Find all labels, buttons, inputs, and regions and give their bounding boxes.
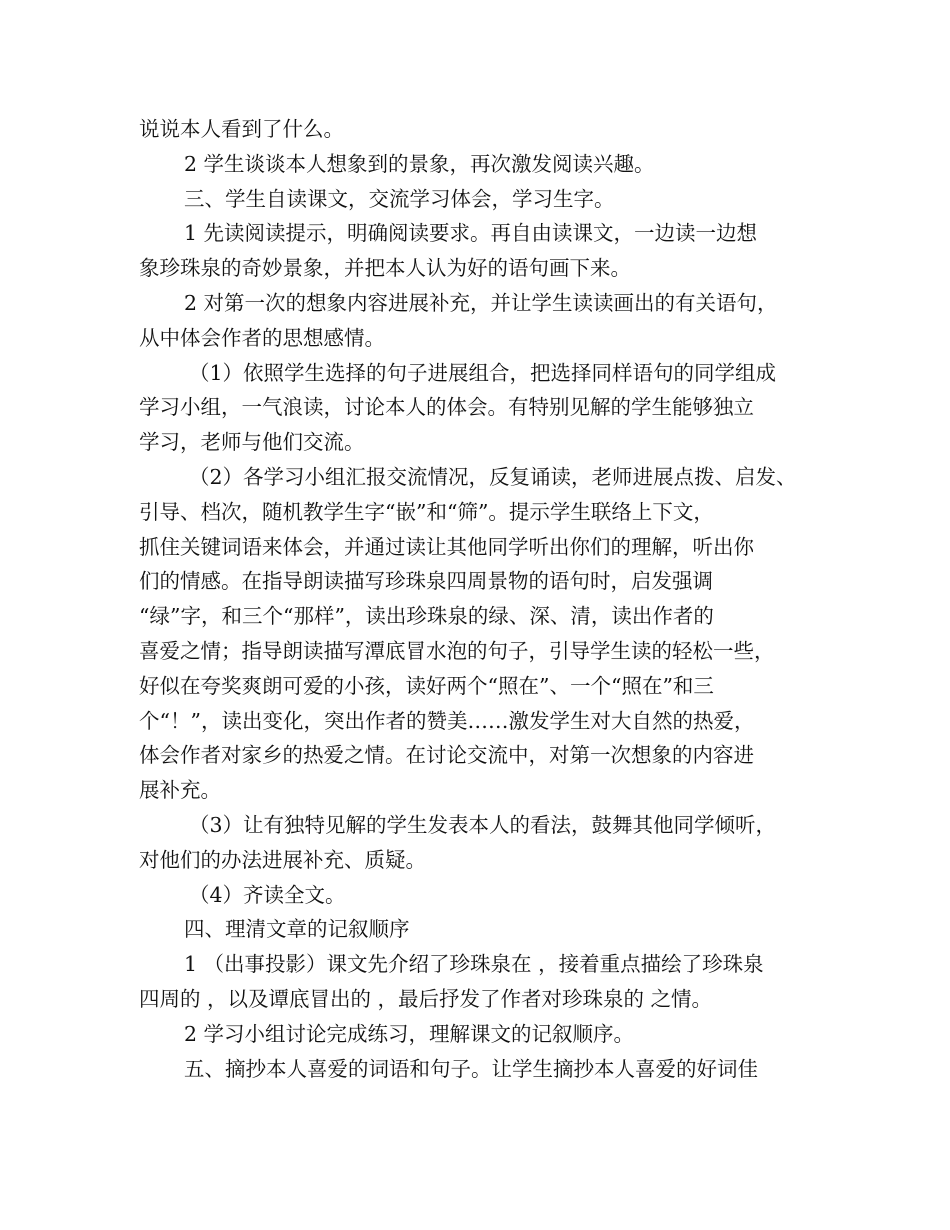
- text-line: 象珍珠泉的奇妙景象，并把本人认为好的语句画下来。: [139, 256, 631, 281]
- text-line: 抓住关键词语来体会，并通过读让其他同学听出你们的理解，听出你: [139, 534, 754, 559]
- document-body: [139, 112, 829, 1086]
- text-line: 1 先读阅读提示，明确阅读要求。再自由读课文，一边读一边想: [184, 221, 758, 246]
- text-line: 展补充。: [139, 778, 221, 803]
- text-line: （3）让有独特见解的学生发表本人的看法，鼓舞其他同学倾听，: [189, 812, 777, 837]
- text-line: 好似在夸奖爽朗可爱的小孩，读好两个“照在”、一个“照在”和三: [139, 673, 714, 698]
- text-line: （4）齐读全文。: [189, 882, 346, 907]
- text-line: （2）各学习小组汇报交流情况，反复诵读，老师进展点拨、启发、: [189, 464, 797, 489]
- text-line: 从中体会作者的思想感情。: [139, 325, 385, 350]
- text-line: 引导、档次，随机教学生字“嵌”和“筛”。提示学生联络上下文，: [139, 499, 714, 524]
- section-heading: 三、学生自读课文，交流学习体会，学习生字。: [184, 186, 615, 211]
- text-line: 说说本人看到了什么。: [139, 117, 344, 141]
- section-heading: 四、理清文章的记叙顺序: [184, 917, 410, 942]
- section-heading: 五、摘抄本人喜爱的词语和句子。让学生摘抄本人喜爱的好词佳: [184, 1056, 758, 1081]
- text-line: 喜爱之情；指导朗读描写潭底冒水泡的句子，引导学生读的轻松一些，: [139, 638, 775, 663]
- text-line: 们的情感。在指导朗读描写珍珠泉四周景物的语句时，启发强调: [139, 569, 713, 594]
- text-line: 1 （出事投影）课文先介绍了珍珠泉在 ，接着重点描绘了珍珠泉: [184, 952, 764, 977]
- text-line: 2 对第一次的想象内容进展补充，并让学生读读画出的有关语句，: [184, 290, 778, 315]
- text-line: 2 学生谈谈本人想象到的景象，再次激发阅读兴趣。: [184, 151, 655, 176]
- text-line: 体会作者对家乡的热爱之情。在讨论交流中，对第一次想象的内容进: [139, 743, 754, 768]
- text-line: “绿”字，和三个“那样”，读出珍珠泉的绿、深、清，读出作者的: [139, 604, 714, 629]
- text-line: 四周的 ，以及谭底冒出的 ，最后抒发了作者对珍珠泉的 之情。: [139, 986, 713, 1011]
- text-line: 个“！”，读出变化，突出作者的赞美……激发学生对大自然的热爱，: [139, 708, 755, 733]
- text-line: 学习，老师与他们交流。: [139, 430, 365, 455]
- text-line: 2 学习小组讨论完成练习，理解课文的记叙顺序。: [184, 1021, 635, 1046]
- text-line: 学习小组，一气浪读，讨论本人的体会。有特别见解的学生能够独立: [139, 395, 754, 420]
- text-line: （1）依照学生选择的句子进展组合，把选择同样语句的同学组成: [189, 360, 777, 385]
- text-line: 对他们的办法进展补充、质疑。: [139, 847, 426, 872]
